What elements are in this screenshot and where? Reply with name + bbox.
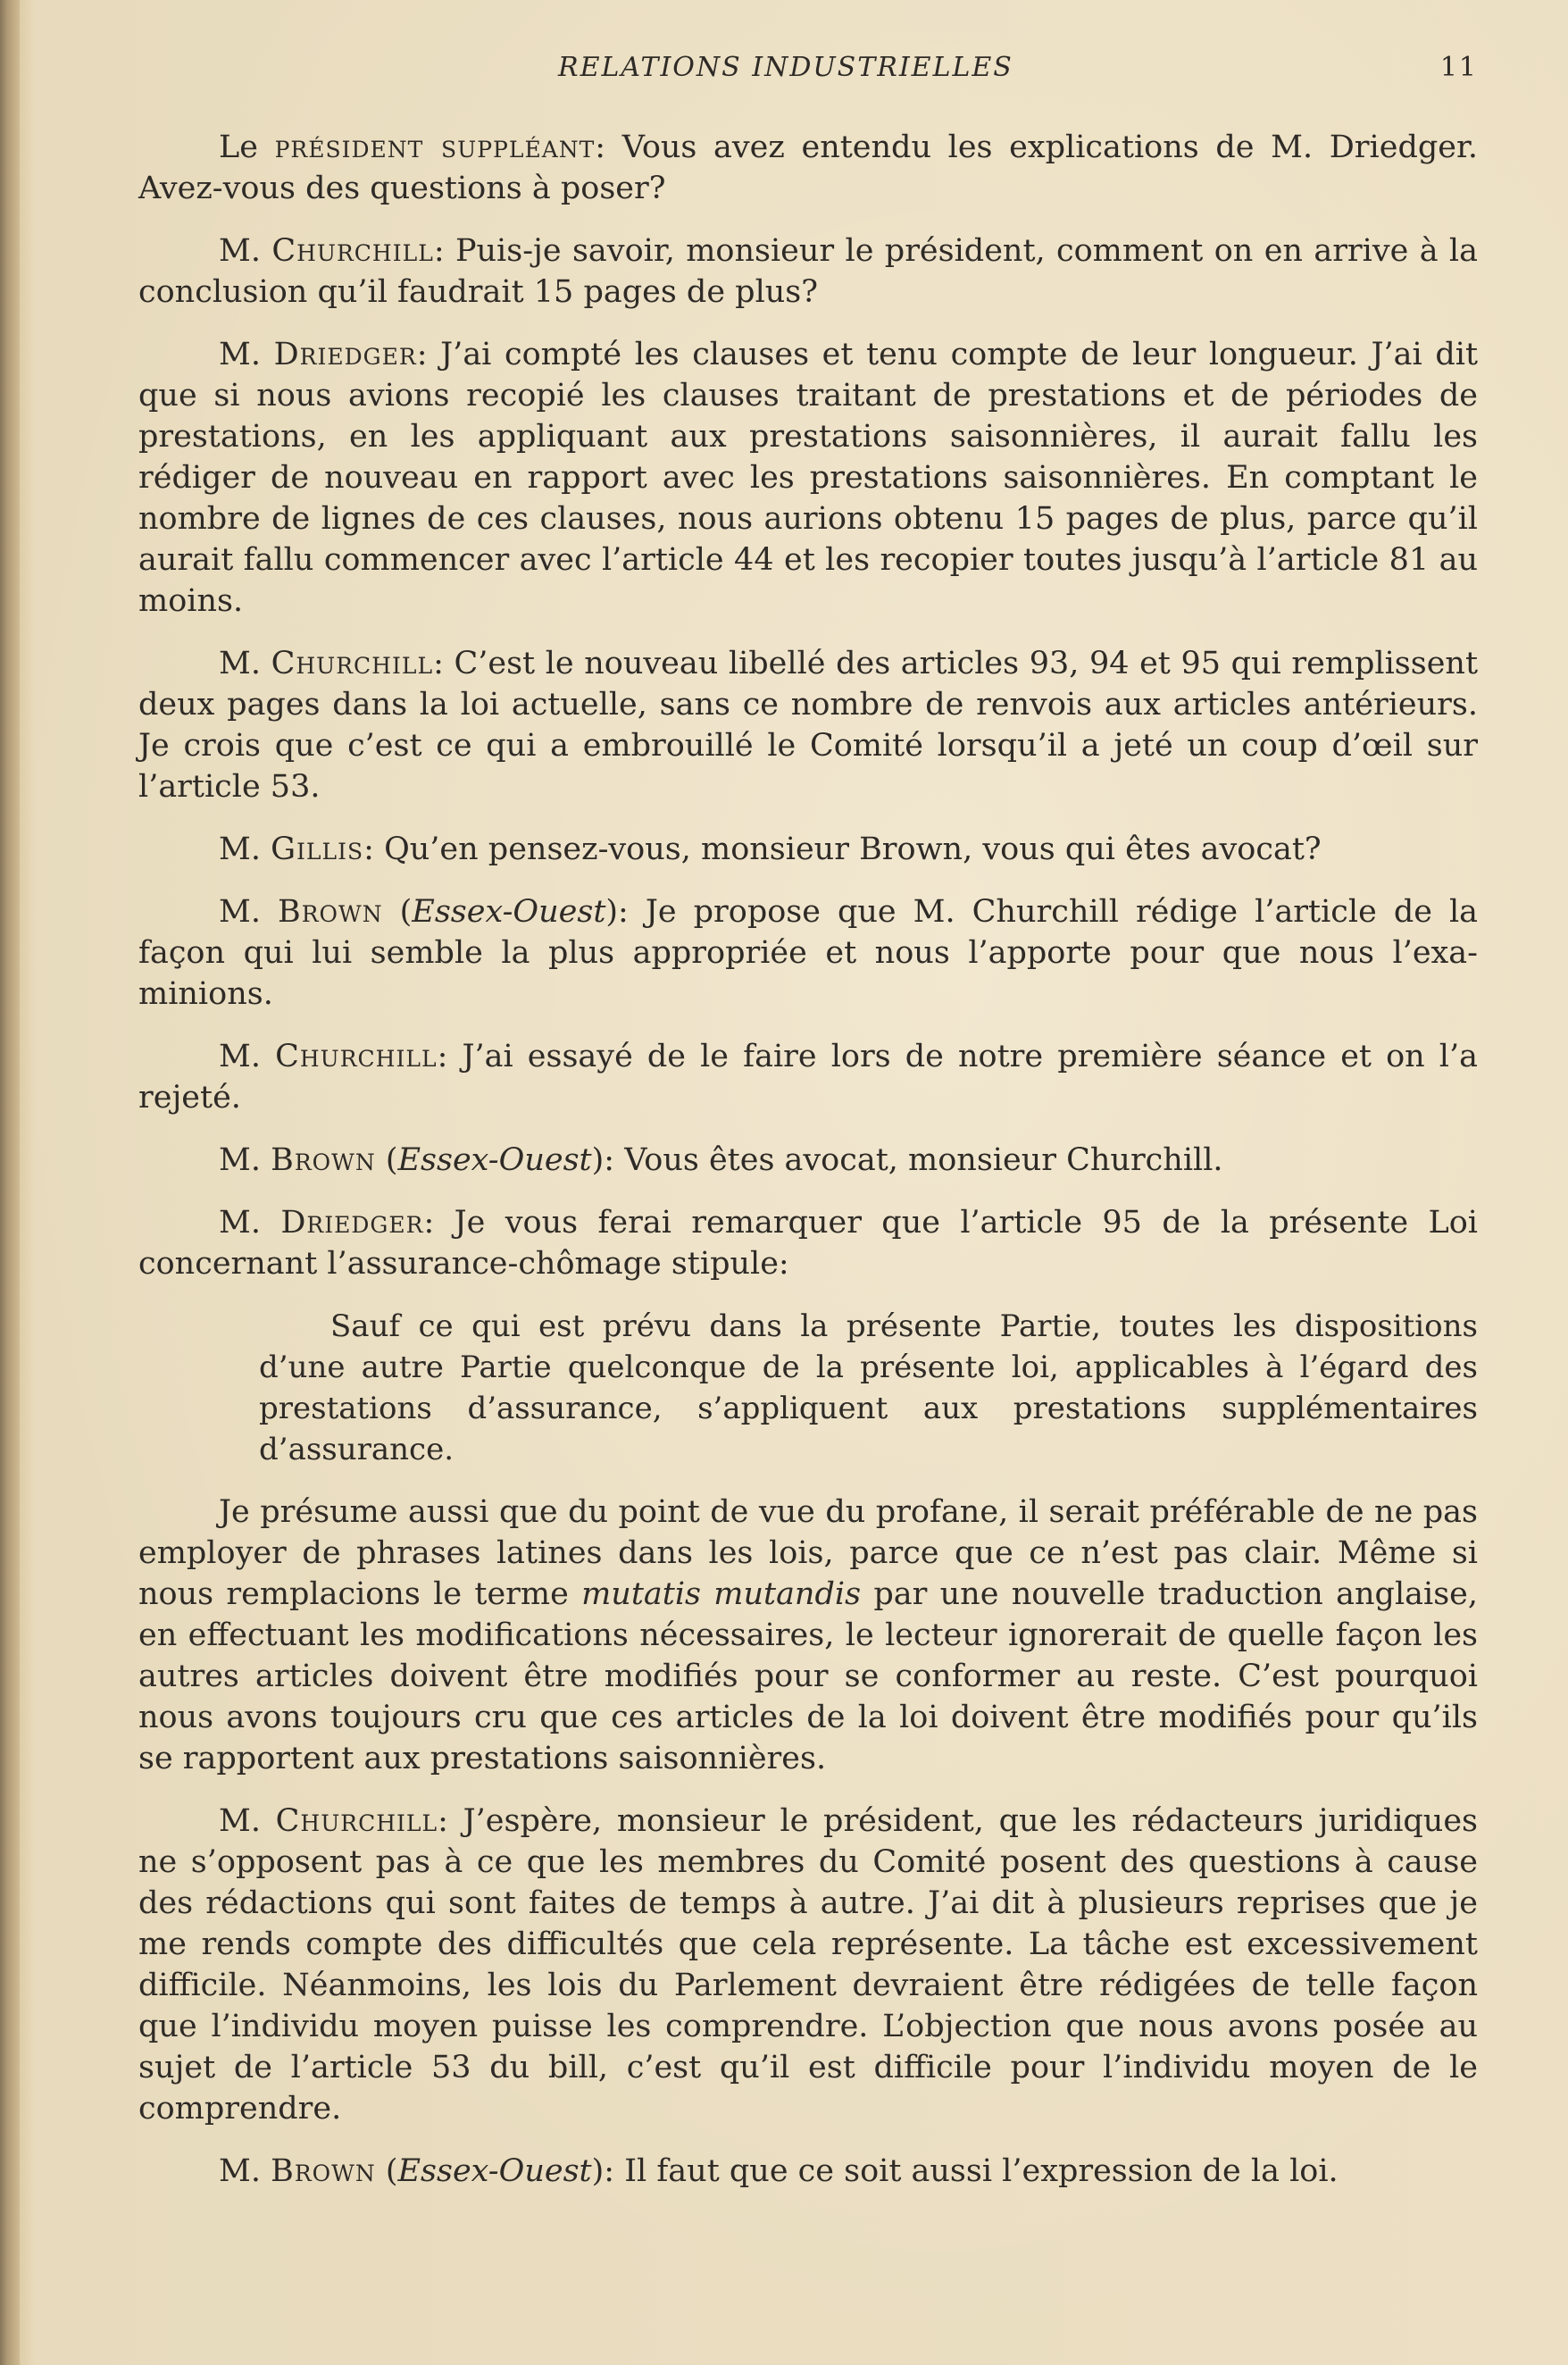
paragraph-text: Je vous ferai remarquer que l’article 95 de la présente Loi concernant l’assurance-chômage stipule:	[138, 1205, 1478, 1282]
paragraph	[138, 1801, 1478, 2129]
paragraph	[138, 643, 1478, 807]
page-body	[138, 127, 1478, 2213]
paragraph	[138, 334, 1478, 622]
speaker-separator: :	[438, 1803, 463, 1839]
speaker-prefix: M.	[219, 233, 272, 269]
speaker-name: Churchill	[271, 646, 434, 681]
speaker-riding: Essex-Ouest	[397, 1142, 592, 1178]
paragraph	[138, 1202, 1478, 1284]
speaker-name: Brown	[271, 1142, 376, 1178]
speaker-separator: :	[604, 2153, 625, 2189]
speaker-prefix: M.	[219, 832, 271, 867]
speaker-prefix: M.	[219, 894, 278, 930]
paragraph	[138, 127, 1478, 209]
paragraph-text: J’ai essayé de le faire lors de notre première séance et on l’a rejeté.	[138, 1039, 1478, 1116]
speaker-riding: Essex-Ouest	[412, 894, 606, 930]
paragraph: M. Brown (Essex-Ouest): Vous êtes avocat, monsieur Churchill.	[219, 1142, 1223, 1178]
paragraph-text: Il faut que ce soit aussi l’expression de la loi.	[624, 2153, 1339, 2189]
speaker-name: Gillis	[271, 832, 364, 867]
speaker-name: Churchill	[275, 1039, 438, 1074]
speaker-name: Churchill	[271, 233, 434, 269]
speaker-prefix: M.	[219, 1039, 276, 1074]
speaker-name: Driedger	[280, 1205, 424, 1241]
paragraph-text: C’est le nouveau libellé des articles 93, 94 et 95 qui remplissent deux pages dans la loi actuelle, sans ce nombre de renvois aux articles antérieurs. Je crois que c’est ce qui a embrouillé le Comité lorsqu’il a jeté un coup d’œil sur l’article 53.	[138, 646, 1479, 805]
speaker-prefix: M.	[219, 1205, 281, 1241]
speaker-prefix: M.	[219, 1142, 271, 1178]
paragraph-text: Je propose que M. Churchill rédige l’article de la façon qui lui semble la plus appropriée et nous l’apporte pour que nous l’examinions.	[138, 894, 1479, 1012]
speaker-prefix: M.	[219, 2153, 271, 2189]
paragraph-text: J’ai compté les clauses et tenu compte de leur longueur. J’ai dit que si nous avions recopié les clauses traitant de prestations et de périodes de prestations, en les appliquant aux prestations saisonnières, il aurait fallu les rédiger de nouveau en rapport avec les prestations saisonnières. En comptant le nombre de lignes de ces clauses, nous aurions obtenu 15 pages de plus, parce qu’il aurait fallu commencer avec l’article 44 et les recopier toutes jusqu’à l’article 81 au moins.	[138, 337, 1479, 619]
paragraph-text: Vous êtes avocat, monsieur Churchill.	[624, 1142, 1223, 1178]
speaker-prefix: M.	[219, 646, 271, 681]
running-header	[138, 52, 1478, 88]
continuation-paragraph	[138, 1492, 1478, 1779]
speaker-name: Brown	[277, 894, 383, 930]
speaker-separator: :	[433, 646, 455, 681]
continuation-text-before: Je présume aussi que du point de vue du profane, il serait préférable de ne pas employer de phrases latines dans les lois, parce que ce n’est pas clair. Même si nous remplacions le terme	[138, 1494, 1478, 1612]
running-title: RELATIONS INDUSTRIELLES	[558, 52, 1013, 83]
speaker-separator: :	[618, 894, 646, 930]
speaker-name: Churchill	[275, 1803, 438, 1839]
speaker-name: Driedger	[273, 337, 417, 372]
speaker-prefix: M.	[219, 337, 274, 372]
speaker-separator: :	[437, 1039, 463, 1074]
speaker-separator: :	[416, 337, 441, 372]
latin-term: mutatis mutandis	[581, 1576, 862, 1612]
paragraph-text: Vous avez entendu les explications de M. Driedger. Avez-vous des questions à poser?	[138, 130, 1478, 206]
speaker-name: Brown	[271, 2153, 376, 2189]
paragraph	[138, 1036, 1478, 1118]
block-quote: Sauf ce qui est prévu dans la présente Partie, toutes les dispositions d’une autre Partie quelconque de la présente loi, applicables à l’égard des prestations d’assurance, s’appliquent aux prestations supplémentaires d’assurance.	[259, 1308, 1478, 1467]
paragraph	[138, 829, 1478, 870]
page-binding-edge	[0, 0, 20, 2365]
speaker-separator: :	[423, 1205, 455, 1241]
speaker-prefix: M.	[219, 1803, 276, 1839]
speaker-separator: :	[595, 130, 622, 165]
speaker-name: président suppléant	[274, 130, 596, 165]
continuation-text-after: par une nouvelle traduction anglaise, en effectuant les modifications nécessaires, le lecteur ignorerait de quelle façon les autres articles doivent être modifiés pour se conformer au reste. C’est pourquoi nous avons toujours cru que ces articles de la loi doivent être modifiés pour qu’ils se rapportent aux prestations saisonnières.	[138, 1576, 1479, 1776]
speaker-riding: Essex-Ouest	[397, 2153, 592, 2189]
paragraph	[138, 230, 1478, 313]
paragraph: M. Brown (Essex-Ouest): Je propose que M. Churchill rédige l’article de la façon qui lui semble la plus appropriée et nous l’apporte pour que nous l’examinions.	[138, 894, 1479, 1012]
page-number: 11	[1439, 52, 1478, 83]
paragraph-text: Qu’en pensez-vous, monsieur Brown, vous qui êtes avocat?	[384, 832, 1322, 867]
paragraph: M. Brown (Essex-Ouest): Il faut que ce soit aussi l’expression de la loi.	[219, 2153, 1339, 2189]
speaker-separator: :	[433, 233, 455, 269]
paragraph-text: Puis-je savoir, monsieur le président, comment on en arrive à la conclusion qu’il faudrait 15 pages de plus?	[138, 233, 1478, 310]
paragraph-text: J’espère, monsieur le président, que les rédacteurs juridiques ne s’opposent pas à ce que les membres du Comité posent des questions à cause des rédactions qui sont faites de temps à autre. J’ai dit à plusieurs reprises que je me rends compte des difficultés que cela représente. La tâche est excessivement difficile. Néanmoins, les lois du Parlement devraient être rédigées de telle façon que l’individu moyen puisse les comprendre. L’objection que nous avons posée au sujet de l’article 53 du bill, c’est qu’il est difficile pour l’individu moyen de le comprendre.	[138, 1803, 1479, 2127]
speaker-prefix: Le	[219, 130, 275, 165]
speaker-separator: :	[604, 1142, 625, 1178]
speaker-separator: :	[363, 832, 385, 867]
